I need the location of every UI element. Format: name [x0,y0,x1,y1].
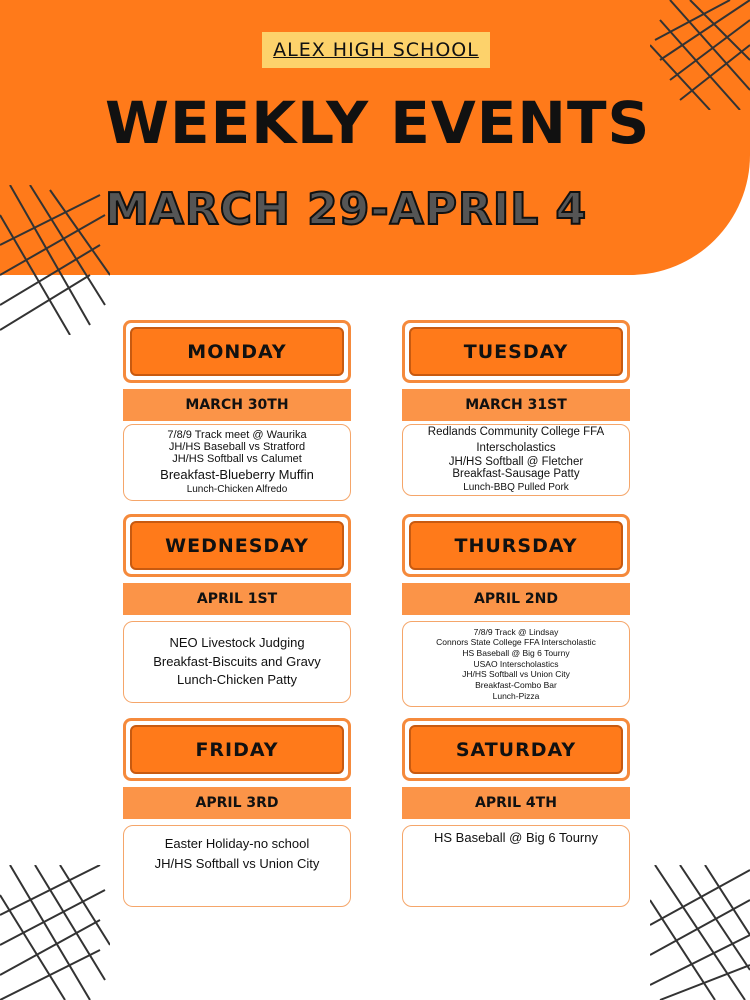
event-item: Breakfast-Biscuits and Gravy [153,653,321,669]
day-date: APRIL 4TH [402,787,630,819]
date-range: MARCH 29-APRIL 4 [105,184,588,235]
event-item: JH/HS Softball vs Union City [154,855,320,871]
event-item: Breakfast-Blueberry Muffin [160,466,314,482]
page-title: WEEKLY EVENTS [105,89,651,157]
event-item: JH/HS Softball vs Union City [462,669,570,680]
scribble-decoration-bottom-right [650,865,750,1000]
day-date: APRIL 2ND [402,583,630,615]
day-card-tuesday [402,320,630,496]
event-item: JH/HS Softball @ Fletcher [448,455,584,468]
event-item: Lunch-Pizza [492,690,540,701]
event-item: HS Baseball @ Big 6 Tourny [462,648,570,659]
event-item: Interscholastics [476,441,556,454]
day-title: TUESDAY [409,327,623,376]
day-card-thursday [402,514,630,707]
scribble-decoration-bottom-left [0,865,110,1000]
day-title: WEDNESDAY [130,521,344,570]
day-title: THURSDAY [409,521,623,570]
event-item: JH/HS Softball vs Calumet [172,453,302,466]
event-item: Easter Holiday-no school [164,836,310,851]
day-card-friday [123,718,351,907]
event-item: Breakfast-Sausage Patty [452,467,580,480]
event-item: USAO Interscholastics [473,658,559,669]
event-item: HS Baseball @ Big 6 Tourny [434,830,598,845]
day-date: APRIL 1ST [123,583,351,615]
event-item: Breakfast-Combo Bar [475,679,557,690]
day-date: APRIL 3RD [123,787,351,819]
event-item: NEO Livestock Judging [169,634,305,650]
scribble-decoration-top-right [650,0,750,110]
scribble-decoration-left [0,185,110,335]
event-item: JH/HS Baseball vs Stratford [168,441,306,454]
event-item: 7/8/9 Track meet @ Waurika [167,428,307,441]
day-card-saturday [402,718,630,907]
day-title: MONDAY [130,327,344,376]
school-name: ALEX HIGH SCHOOL [262,32,490,68]
day-card-monday [123,320,351,501]
event-item: Lunch-BBQ Pulled Pork [463,481,569,493]
event-item: Lunch-Chicken Patty [177,672,297,688]
event-item: Redlands Community College FFA [427,426,605,439]
event-item: Lunch-Chicken Alfredo [186,483,288,495]
event-item: 7/8/9 Track @ Lindsay [473,626,559,637]
day-card-wednesday [123,514,351,703]
day-date: MARCH 30TH [123,389,351,421]
day-title: SATURDAY [409,725,623,774]
event-item: Connors State College FFA Interscholastic [436,637,596,648]
day-title: FRIDAY [130,725,344,774]
day-date: MARCH 31ST [402,389,630,421]
